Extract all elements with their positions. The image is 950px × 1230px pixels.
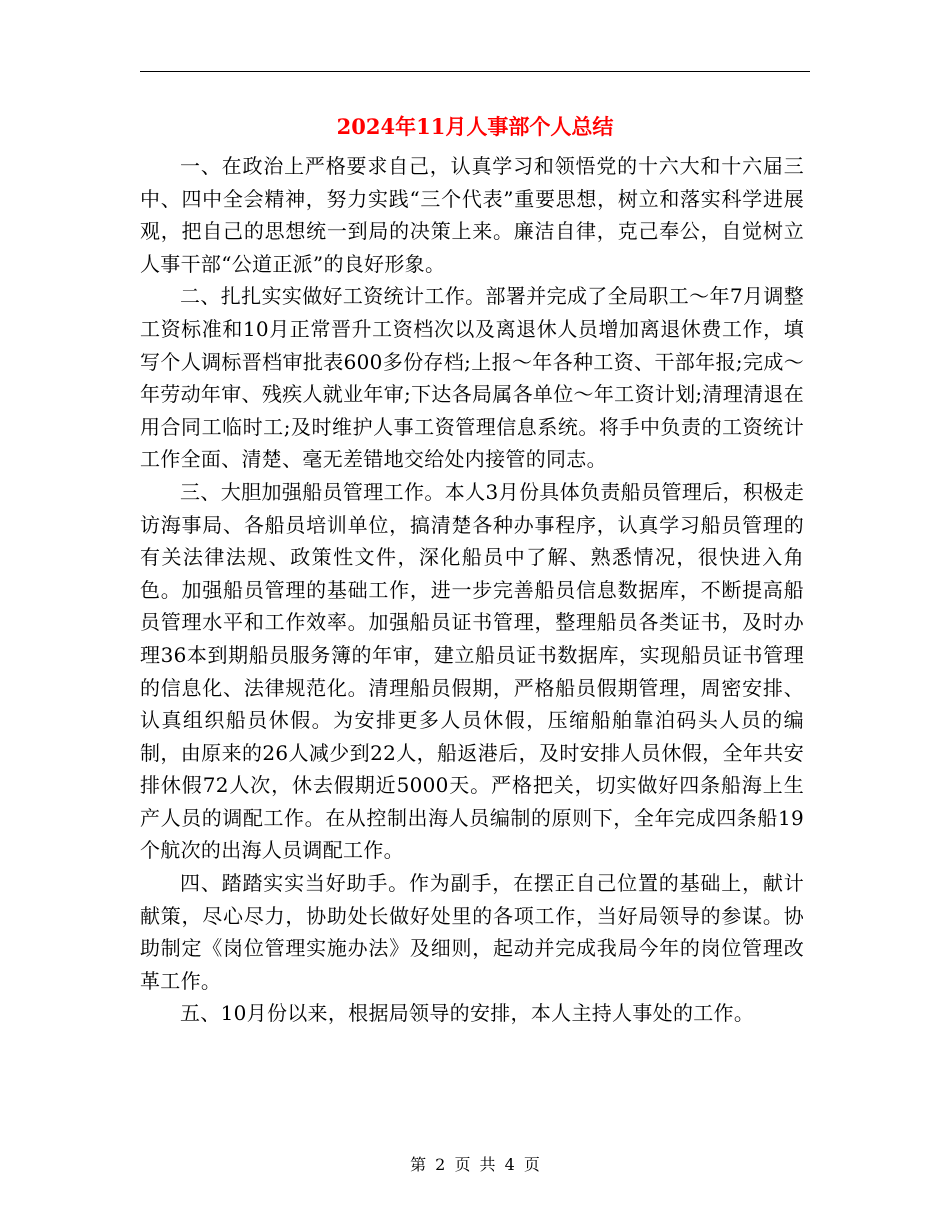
paragraph-3: 三、大胆加强船员管理工作。本人3月份具体负责船员管理后，积极走访海事局、各船员培训单位，搞清楚各种办事程序，认真学习船员管理的有关法律法规、政策性文件，深化船员中了解、熟悉情况，很快进入角色。加强船员管理的基础工作，进一步完善船员信息数据库，不断提高船员管理水平和工作效率。加强船员证书管理，整理船员各类证书，及时办理36本到期船员服务簿的年审，建立船员证书数据库，实现船员证书管理的信息化、法律规范化。清理船员假期，严格船员假期管理，周密安排、认真组织船员休假。为安排更多人员休假，压缩船舶靠泊码头人员的编制，由原来的26人减少到22人，船返港后，及时安排人员休假，全年共安排休假72人次，休去假期近5000天。严格把关，切实做好四条船海上生产人员的调配工作。在从控制出海人员编制的原则下，全年完成四条船19个航次的出海人员调配工作。 — [140, 479, 804, 863]
paragraph-4: 四、踏踏实实当好助手。作为副手，在摆正自己位置的基础上，献计献策，尽心尽力，协助处长做好处里的各项工作，当好局领导的参谋。协助制定《岗位管理实施办法》及细则，起动并完成我局今年的岗位管理改革工作。 — [140, 871, 804, 993]
paragraph-1: 一、在政治上严格要求自己，认真学习和领悟党的十六大和十六届三中、四中全会精神，努力实践“三个代表”重要思想，树立和落实科学进展观，把自己的思想统一到局的决策上来。廉洁自律，克己奉公，自觉树立人事干部“公道正派”的良好形象。 — [140, 154, 804, 276]
header-rule — [140, 71, 810, 72]
paragraph-5: 五、10月份以来，根据局领导的安排，本人主持人事处的工作。 — [180, 1001, 755, 1026]
document-title: 2024年11月人事部个人总结 — [336, 114, 614, 139]
document-body — [140, 150, 804, 1030]
paragraph-2: 二、扎扎实实做好工资统计工作。部署并完成了全局职工～年7月调整工资标准和10月正常晋升工资档次以及离退休人员增加离退休费工作，填写个人调标晋档审批表600多份存档;上报～年各种工资、干部年报;完成～年劳动年审、残疾人就业年审;下达各局属各单位～年工资计划;清理清退在用合同工临时工;及时维护人事工资管理信息系统。将手中负责的工资统计工作全面、清楚、毫无差错地交给处内接管的同志。 — [140, 284, 804, 472]
page-number-footer: 第 2 页 共 4 页 — [410, 1155, 540, 1174]
